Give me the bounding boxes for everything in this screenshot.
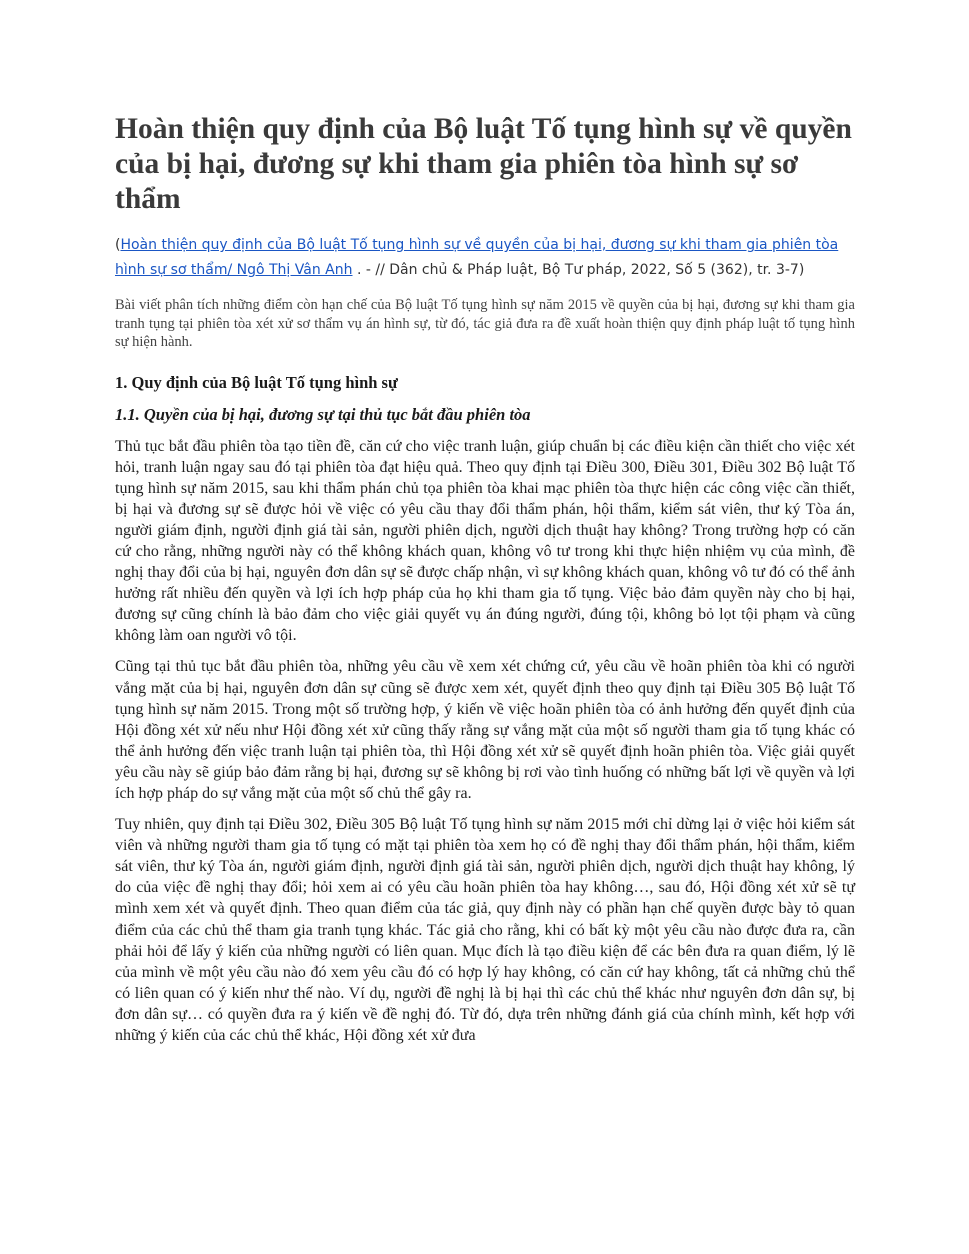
citation	[115, 233, 855, 283]
citation-link[interactable]: Hoàn thiện quy định của Bộ luật Tố tụng hình sự về quyền của bị hại, đương sự khi tham gia phiên tòa hình sự sơ thẩm/ Ngô Thị Vân Anh	[115, 237, 839, 278]
citation-source: . - // Dân chủ & Pháp luật, Bộ Tư pháp, 2022, Số 5 (362), tr. 3-7)	[352, 262, 805, 278]
body-paragraph-3: Tuy nhiên, quy định tại Điều 302, Điều 305 Bộ luật Tố tụng hình sự năm 2015 mới chỉ dừng lại ở việc hỏi kiểm sát viên và những người tham gia tố tụng có mặt tại phiên tòa xem họ có đề nghị thay đổi thẩm phán, hội thẩm, kiểm sát viên, thư ký Tòa án, người giám định, người định giá tài sản, người phiên dịch, người dịch thuật hay không, lý do của việc đề nghị thay đổi; hỏi xem ai có yêu cầu hoãn phiên tòa hay không…, sau đó, Hội đồng xét xử sẽ tự mình xem xét và quyết định. Theo quan điểm của tác giả, quy định này có phần hạn chế quyền được bày tỏ quan điểm của các chủ thể tham gia tranh tụng khác. Tác giả cho rằng, khi có bất kỳ một yêu cầu nào được đưa ra, cần phải hỏi để lấy ý kiến của những người có liên quan. Mục đích là tạo điều kiện để các bên đưa ra quan điểm, lý lẽ của mình về một yêu cầu nào đó xem yêu cầu đó có hợp lý hay không, có căn cứ hay không, tất cả những chủ thể có liên quan có ý kiến như thế nào. Ví dụ, người đề nghị là bị hại thì các chủ thể khác như nguyên đơn dân sự, bị đơn dân sự… có quyền đưa ra ý kiến về đề nghị đó. Từ đó, dựa trên những đánh giá của chính mình, kết hợp với những ý kiến của các chủ thể khác, Hội đồng xét xử đưa	[115, 816, 855, 1045]
subsection-heading: 1.1. Quyền của bị hại, đương sự tại thủ tục bắt đầu phiên tòa	[115, 404, 531, 424]
section-heading: 1. Quy định của Bộ luật Tố tụng hình sự	[115, 372, 398, 392]
article	[115, 112, 855, 1056]
abstract: Bài viết phân tích những điểm còn hạn chế của Bộ luật Tố tụng hình sự năm 2015 về quyền của bị hại, đương sự khi tham gia tranh tụng tại phiên tòa xét xử sơ thẩm vụ án hình sự, từ đó, tác giả đưa ra đề xuất hoàn thiện quy định pháp luật tố tụng hình sự hiện hành.	[115, 297, 855, 350]
article-title: Hoàn thiện quy định của Bộ luật Tố tụng hình sự về quyền của bị hại, đương sự khi tham gia phiên tòa hình sự sơ thẩm	[115, 113, 852, 215]
body-paragraph-1: Thủ tục bắt đầu phiên tòa tạo tiền đề, căn cứ cho việc tranh luận, giúp chuẩn bị các điều kiện cần thiết cho việc xét hỏi, tranh luận ngay sau đó tại phiên tòa đạt hiệu quả. Theo quy định tại Điều 300, Điều 301, Điều 302 Bộ luật Tố tụng hình sự năm 2015, sau khi thẩm phán chủ tọa phiên tòa khai mạc phiên tòa thực hiện các công việc cần thiết, bị hại và đương sự sẽ được hỏi về việc có yêu cầu thay đổi thẩm phán, hội thẩm, kiểm sát viên, thư ký Tòa án, người giám định, người định giá tài sản, người phiên dịch, người dịch thuật hay không? Trong trường hợp có căn cứ cho rằng, những người này có thể không khách quan, không vô tư trong khi thực hiện nhiệm vụ của mình, đề nghị thay đổi của bị hại, nguyên đơn dân sự sẽ được chấp nhận, vì sự không khách quan, không vô tư đó có thể ảnh hưởng rất nhiều đến quyền và lợi ích hợp pháp của họ khi tham gia tố tụng. Việc bảo đảm quyền này cho bị hại, đương sự cũng chính là bảo đảm cho việc giải quyết vụ án đúng người, đúng tội, không bỏ lọt tội phạm và cũng không làm oan người vô tội.	[115, 437, 855, 645]
citation-open-paren: (	[115, 237, 121, 253]
body-paragraph-2: Cũng tại thủ tục bắt đầu phiên tòa, những yêu cầu về xem xét chứng cứ, yêu cầu về hoãn phiên tòa khi có người vắng mặt của bị hại, nguyên đơn dân sự cũng sẽ được xem xét, quyết định theo quy định tại Điều 305 Bộ luật Tố tụng hình sự năm 2015. Trong một số trường hợp, ý kiến về việc hoãn phiên tòa có ảnh hưởng đến quyết định của Hội đồng xét xử nếu như Hội đồng xét xử cũng thấy rằng sự vắng mặt của một số người tham gia tố tụng khác có thể ảnh hưởng đến việc tranh luận tại phiên tòa, thì Hội đồng xét xử sẽ quyết định hoãn phiên tòa. Việc giải quyết yêu cầu này sẽ giúp bảo đảm rằng bị hại, đương sự sẽ không bị rơi vào tình huống có những bất lợi về quyền và lợi ích hợp pháp do sự vắng mặt của một số chủ thể gây ra.	[115, 658, 855, 802]
